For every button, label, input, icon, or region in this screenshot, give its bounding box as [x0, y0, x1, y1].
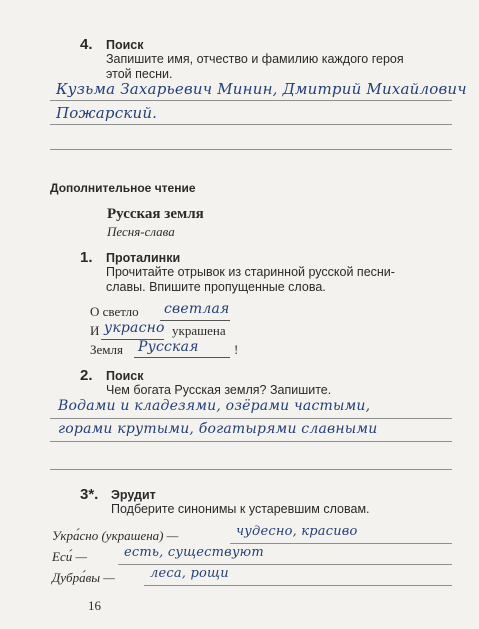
- answer-handwriting-line1: Кузьма Захарьевич Минин, Дмитрий Михайлович: [56, 80, 467, 98]
- answer-handwriting-line2: горами крутыми, богатырями славными: [58, 421, 378, 437]
- fill-blank: [160, 320, 230, 321]
- answer-rule: [50, 469, 452, 470]
- answer-handwriting-line1: Водами и кладезями, озёрами частыми,: [58, 398, 371, 414]
- task-number: 2.: [80, 367, 93, 384]
- task-number: 1.: [80, 249, 93, 266]
- synonym-answer-3: леса, рощи: [150, 566, 229, 581]
- story-subtitle: Песня-слава: [107, 224, 175, 239]
- fill-row3-suffix: !: [234, 342, 239, 357]
- task-prompt-line1: Прочитайте отрывок из старинной русской песни-: [106, 265, 395, 279]
- fill-row3-prefix: Земля: [90, 342, 123, 357]
- synonym-answer-1: чудесно, красиво: [236, 524, 358, 539]
- section-header: Дополнительное чтение: [50, 181, 196, 195]
- answer-rule: [50, 100, 452, 101]
- task-number: 3*.: [80, 486, 99, 503]
- fill-row2-answer: украсно: [104, 320, 165, 336]
- section-number: 4.: [80, 36, 93, 53]
- answer-rule: [230, 543, 452, 544]
- section-prompt-line1: Запишите имя, отчество и фамилию каждого героя: [106, 52, 404, 66]
- task-title: Поиск: [106, 369, 144, 383]
- answer-handwriting-line2: Пожарский.: [56, 104, 158, 122]
- synonym-term-3: Дубра́вы —: [52, 570, 115, 585]
- synonym-term-1: Укра́сно (украшена) —: [52, 528, 179, 543]
- fill-row3-answer: Русская: [138, 339, 199, 355]
- task-prompt-line2: славы. Впишите пропущенные слова.: [106, 280, 326, 294]
- fill-row2-prefix: И: [90, 323, 100, 338]
- answer-rule: [144, 585, 452, 586]
- synonym-term-2: Еси́ —: [52, 549, 88, 564]
- fill-row2-suffix: украшена: [172, 323, 226, 338]
- fill-blank: [134, 357, 230, 358]
- task-title: Эрудит: [111, 488, 156, 502]
- story-title: Русская земля: [107, 206, 204, 222]
- answer-rule: [50, 149, 452, 150]
- fill-row1-answer: светлая: [164, 301, 230, 317]
- fill-row1-prefix: О светло: [90, 304, 139, 319]
- answer-rule: [50, 418, 452, 419]
- page-number: 16: [88, 598, 101, 613]
- answer-rule: [50, 124, 452, 125]
- task-title: Проталинки: [106, 251, 181, 265]
- answer-rule: [118, 564, 452, 565]
- synonym-answer-2: есть, существуют: [124, 545, 264, 560]
- task-prompt: Чем богата Русская земля? Запишите.: [106, 383, 332, 397]
- answer-rule: [50, 441, 452, 442]
- section-title: Поиск: [106, 38, 144, 52]
- task-prompt: Подберите синонимы к устаревшим словам.: [111, 502, 370, 516]
- section-prompt-line2: этой песни.: [106, 67, 173, 81]
